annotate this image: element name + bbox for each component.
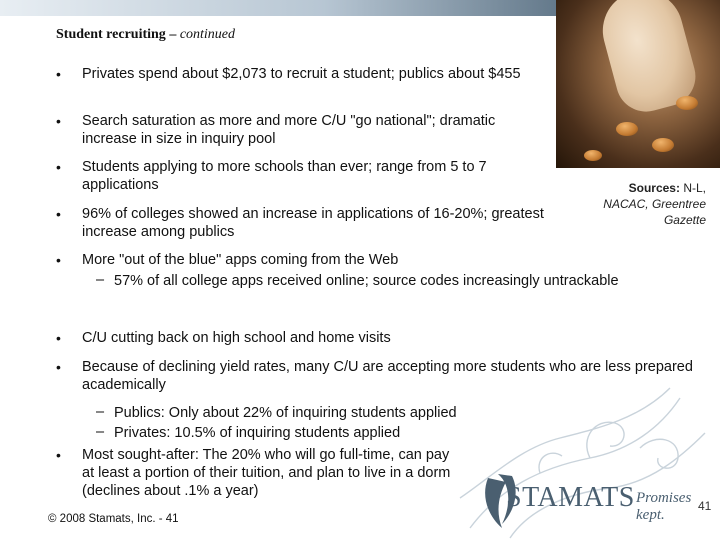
shell-graphic bbox=[652, 138, 674, 152]
bullet-item: Students applying to more schools than ever; range from 5 to 7 applications bbox=[82, 159, 487, 193]
logo-leaf bbox=[485, 478, 506, 528]
sources-label: Sources: bbox=[628, 181, 680, 195]
bullet-item: C/U cutting back on high school and home visits bbox=[82, 330, 391, 346]
logo-wordmark: STAMATS bbox=[506, 482, 635, 513]
bullet-glyph: • bbox=[56, 206, 61, 222]
shell-graphic bbox=[676, 96, 698, 110]
sources-note bbox=[566, 180, 706, 228]
sub-bullet-item: Privates: 10.5% of inquiring students applied bbox=[114, 425, 401, 441]
bullet-item: 96% of colleges showed an increase in applications of 16-20%; greatest increase among publics bbox=[82, 206, 544, 240]
title-separator: – bbox=[165, 27, 180, 42]
dash-glyph: – bbox=[96, 404, 105, 420]
sources-first: N-L, bbox=[683, 181, 706, 195]
footer-copyright: © 2008 Stamats, Inc. - 41 bbox=[48, 513, 179, 525]
shell-graphic bbox=[584, 150, 602, 161]
stamats-logo bbox=[440, 378, 720, 540]
logo-tagline: Promises kept. bbox=[636, 490, 692, 523]
page-number: 41 bbox=[698, 499, 712, 513]
swirl-line bbox=[539, 453, 562, 473]
bullet-glyph: • bbox=[56, 252, 61, 268]
sources-line3: Gazette bbox=[663, 213, 706, 227]
bullet-item: Search saturation as more and more C/U "go national"; dramatic increase in size in inquiry pool bbox=[82, 113, 496, 147]
dash-glyph: – bbox=[96, 272, 105, 288]
swirl-line bbox=[587, 422, 624, 458]
bullet-item: Because of declining yield rates, many C/U are accepting more students who are less prepared academically bbox=[82, 359, 693, 393]
bullet-item: Most sought-after: The 20% who will go full-time, can pay at least a portion of their tuition, and plan to live in a dorm (declines about .1% a year) bbox=[82, 447, 451, 499]
bullet-glyph: • bbox=[56, 113, 61, 129]
swirl-line bbox=[640, 439, 678, 468]
dash-glyph: – bbox=[96, 424, 105, 440]
bullet-glyph: • bbox=[56, 159, 61, 175]
title-continued: continued bbox=[179, 27, 236, 42]
bullet-item: Privates spend about $2,073 to recruit a student; publics about $455 bbox=[82, 66, 521, 82]
shell-graphic bbox=[616, 122, 638, 136]
bullet-glyph: • bbox=[56, 447, 61, 463]
bullet-glyph: • bbox=[56, 359, 61, 375]
title-main: Student recruiting bbox=[56, 27, 166, 42]
sub-bullet-item: 57% of all college apps received online; source codes increasingly untrackable bbox=[114, 273, 619, 289]
sub-bullet-item: Publics: Only about 22% of inquiring students applied bbox=[114, 405, 457, 421]
bullet-item: More "out of the blue" apps coming from the Web bbox=[82, 252, 399, 268]
slide-title bbox=[56, 27, 235, 43]
bullet-glyph: • bbox=[56, 66, 61, 82]
hand-photo bbox=[556, 0, 720, 168]
bullet-glyph: • bbox=[56, 330, 61, 346]
sources-line2: NACAC, Greentree bbox=[603, 197, 706, 211]
